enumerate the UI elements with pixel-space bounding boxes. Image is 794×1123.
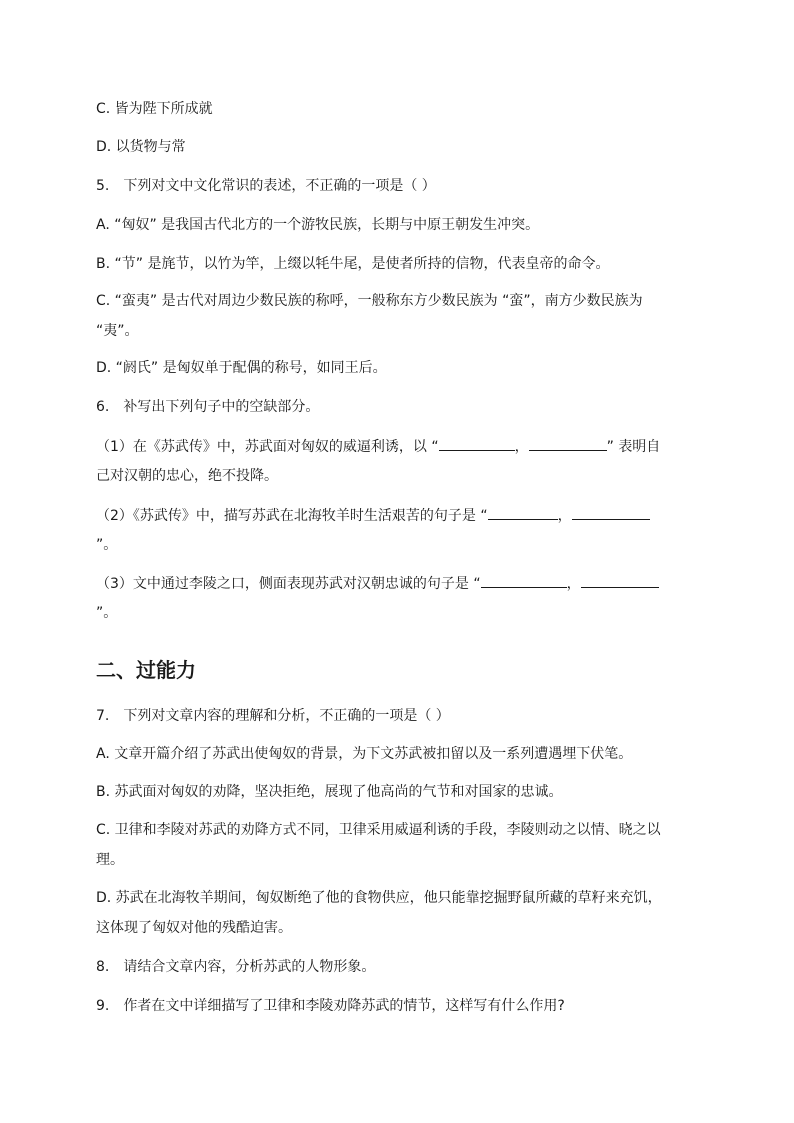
answer-blank[interactable]	[572, 505, 650, 520]
question-7-option-a: A. 文章开篇介绍了苏武出使匈奴的背景，为下文苏武被扣留以及一系列遭遇埋下伏笔。	[96, 746, 633, 762]
question-6-part-3-line1	[96, 573, 659, 594]
question-7-option-d-line2: 这体现了匈奴对他的残酷迫害。	[96, 920, 292, 936]
question-9: 9. 作者在文中详细描写了卫律和李陵劝降苏武的情节，这样写有什么作用?	[96, 998, 565, 1014]
question-6-part-1-line1	[96, 436, 660, 457]
question-6-part-1-line2: 己对汉朝的忠心，绝不投降。	[96, 468, 278, 484]
question-6-part-3-prompt: （3）文中通过李陵之口，侧面表现苏武对汉朝忠诚的句子是 “	[96, 576, 481, 592]
question-5-option-d: D. “阏氏” 是匈奴单于配偶的称号，如同王后。	[96, 360, 387, 376]
answer-blank[interactable]	[488, 505, 558, 520]
blank-separator: ，	[557, 508, 572, 524]
option-d-previous: D. 以货物与常	[96, 139, 186, 155]
question-5-option-a: A. “匈奴” 是我国古代北方的一个游牧民族，长期与中原王朝发生冲突。	[96, 217, 540, 233]
question-5: 5. 下列对文中文化常识的表述，不正确的一项是（ ）	[96, 178, 436, 194]
section-heading: 二、过能力	[96, 658, 196, 682]
question-7-option-c-line1: C. 卫律和李陵对苏武的劝降方式不同，卫律采用威逼利诱的手段，李陵则动之以情、晓之以	[96, 822, 661, 838]
question-7-option-d-line1: D. 苏武在北海牧羊期间，匈奴断绝了他的食物供应，他只能靠挖掘野鼠所藏的草籽来充饥，	[96, 890, 662, 906]
blank-separator: ，	[566, 576, 581, 592]
question-7: 7. 下列对文章内容的理解和分析，不正确的一项是（ ）	[96, 708, 450, 724]
answer-blank[interactable]	[439, 436, 515, 451]
option-c-previous: C. 皆为陛下所成就	[96, 101, 213, 117]
question-8: 8. 请结合文章内容，分析苏武的人物形象。	[96, 959, 376, 975]
question-6: 6. 补写出下列句子中的空缺部分。	[96, 399, 320, 415]
question-6-part-3-line2: ”。	[96, 605, 118, 621]
question-6-part-1-suffix: ” 表明自	[606, 439, 661, 455]
question-5-option-c-line1: C. “蛮夷” 是古代对周边少数民族的称呼，一般称东方少数民族为 “蛮”，南方少数民族为	[96, 293, 643, 309]
question-5-option-c-line2: “夷”。	[96, 323, 139, 339]
question-7-option-c-line2: 理。	[96, 852, 124, 868]
question-6-part-1-prompt: （1）在《苏武传》中，苏武面对匈奴的威逼利诱，以 “	[96, 439, 439, 455]
question-6-part-2-prompt: （2）《苏武传》中，描写苏武在北海牧羊时生活艰苦的句子是 “	[96, 508, 488, 524]
answer-blank[interactable]	[529, 436, 607, 451]
question-7-option-b: B. 苏武面对匈奴的劝降，坚决拒绝，展现了他高尚的气节和对国家的忠诚。	[96, 784, 563, 800]
question-6-part-2-line1	[96, 505, 650, 526]
blank-separator: ，	[514, 439, 529, 455]
answer-blank[interactable]	[481, 573, 567, 588]
question-5-option-b: B. “节” 是旄节，以竹为竿，上缀以牦牛尾，是使者所持的信物，代表皇帝的命令。	[96, 256, 610, 272]
answer-blank[interactable]	[581, 573, 659, 588]
question-6-part-2-line2: ”。	[96, 537, 118, 553]
